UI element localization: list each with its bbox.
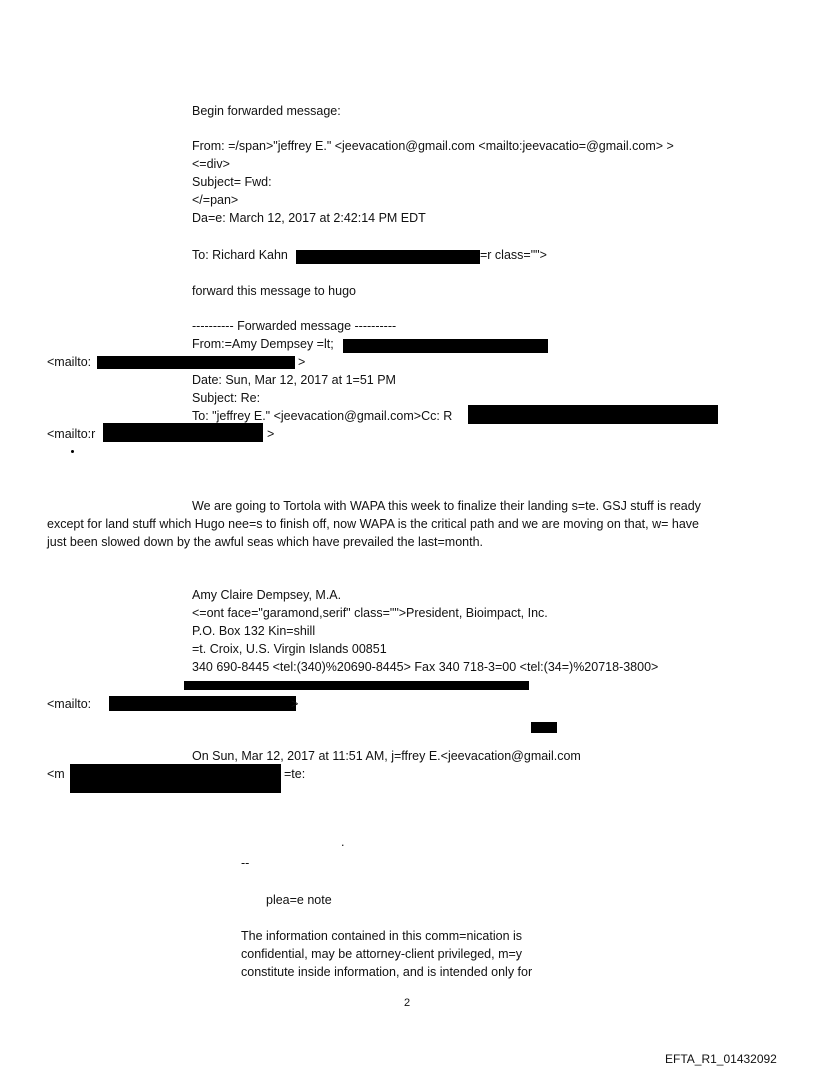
redaction-reply-email xyxy=(70,764,281,793)
body-line-3: just been slowed down by the awful seas which have prevailed the last=month. xyxy=(47,535,484,549)
reply-on-line: On Sun, Mar 12, 2017 at 11:51 AM, j=ffrey E.<jeevacation@gmail.com xyxy=(192,749,581,763)
confidential-line-3: constitute inside information, and is intended only for xyxy=(241,965,533,979)
signature-mailto-suffix: > xyxy=(291,697,299,711)
confidential-line-1: The information contained in this comm=nication is xyxy=(241,929,523,943)
header-to-suffix: =r class=""> xyxy=(480,248,547,262)
redaction-small-box xyxy=(531,722,557,733)
redaction-mailto2 xyxy=(103,423,263,442)
begin-forwarded-label: Begin forwarded message: xyxy=(192,104,341,118)
redaction-signature-email xyxy=(184,681,529,690)
header-div: <=div> xyxy=(192,157,230,171)
mailto2-suffix: > xyxy=(267,427,275,441)
bullet-dot xyxy=(71,450,74,453)
header-to-prefix: To: Richard Kahn xyxy=(192,248,288,262)
signature-phone: 340 690-8445 <tel:(340)%20690-8445> Fax 340 718-3=00 <tel:(34=)%20718-3800> xyxy=(192,660,659,674)
signature-dashes: -- xyxy=(241,856,250,870)
redaction-cc-email xyxy=(468,405,718,424)
mailto1-suffix: > xyxy=(298,355,306,369)
mailto1-prefix: <mailto: xyxy=(47,355,92,369)
page-number: 2 xyxy=(404,997,411,1009)
redaction-signature-mailto xyxy=(109,696,299,711)
signature-city: =t. Croix, U.S. Virgin Islands 00851 xyxy=(192,642,387,656)
header-pan: </=pan> xyxy=(192,193,239,207)
forwarded-from: From:=Amy Dempsey =lt; xyxy=(192,337,334,351)
redaction-mailto1 xyxy=(97,356,295,369)
header-from: From: =/span>"jeffrey E." <jeevacation@gmail.com <mailto:jeevacatio=@gmail.com> > xyxy=(192,139,674,153)
reply-m-prefix: <m xyxy=(47,767,65,781)
please-note: plea=e note xyxy=(266,893,332,907)
header-date: Da=e: March 12, 2017 at 2:42:14 PM EDT xyxy=(192,211,426,225)
body-line-1: We are going to Tortola with WAPA this week to finalize their landing s=te. GSJ stuff is ready xyxy=(192,499,701,513)
mailto2-prefix: <mailto:r xyxy=(47,427,96,441)
signature-mailto-prefix: <mailto: xyxy=(47,697,92,711)
forwarded-to: To: "jeffrey E." <jeevacation@gmail.com>Cc: R xyxy=(192,409,453,423)
forwarded-subject: Subject: Re: xyxy=(192,391,261,405)
forwarded-date: Date: Sun, Mar 12, 2017 at 1=51 PM xyxy=(192,373,396,387)
redaction-to-email xyxy=(296,250,480,264)
signature-name: Amy Claire Dempsey, M.A. xyxy=(192,588,342,602)
forward-note: forward this message to hugo xyxy=(192,284,356,298)
header-subject: Subject= Fwd: xyxy=(192,175,272,189)
signature-box: P.O. Box 132 Kin=shill xyxy=(192,624,316,638)
document-id: EFTA_R1_01432092 xyxy=(665,1052,777,1066)
reply-te: =te: xyxy=(284,767,306,781)
stray-period: . xyxy=(341,835,345,849)
forwarded-separator: ---------- Forwarded message ---------- xyxy=(192,319,397,333)
body-line-2: except for land stuff which Hugo nee=s to finish off, now WAPA is the critical path and we are moving on that, w= have xyxy=(47,517,699,531)
redaction-from-email xyxy=(343,339,548,353)
confidential-line-2: confidential, may be attorney-client privileged, m=y xyxy=(241,947,523,961)
signature-title: <=ont face="garamond,serif" class="">President, Bioimpact, Inc. xyxy=(192,606,548,620)
